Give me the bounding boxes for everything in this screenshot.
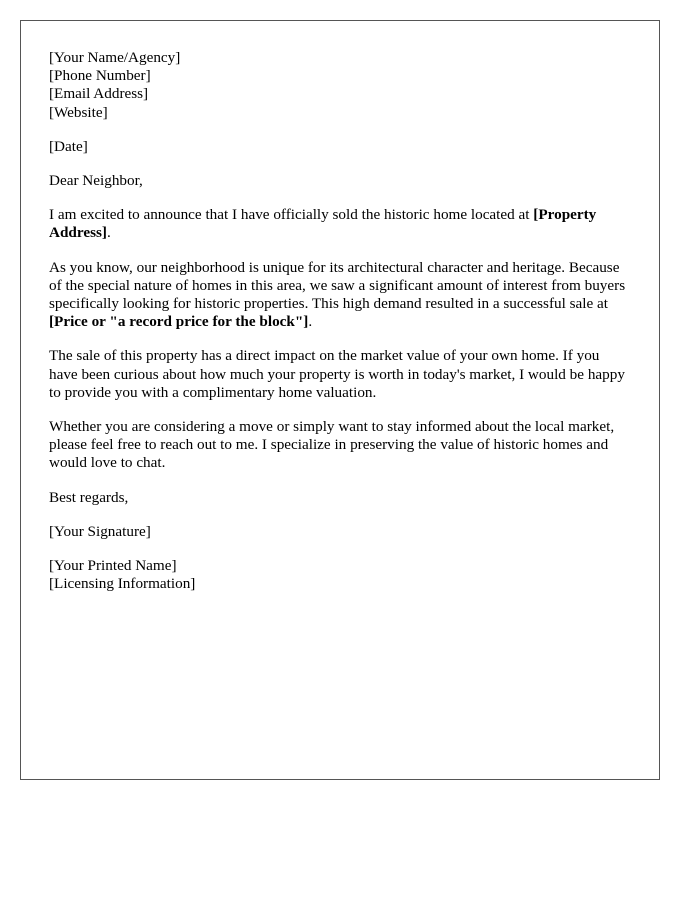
paragraph-neighborhood — [49, 259, 631, 332]
price-placeholder: [Price or "a record price for the block"] — [49, 313, 309, 331]
letter-page — [20, 20, 660, 780]
sender-block — [49, 49, 631, 122]
letter-greeting: Dear Neighbor, — [49, 172, 143, 190]
paragraph-announcement-end: . — [106, 224, 111, 242]
sender-phone: [Phone Number] — [49, 67, 151, 85]
paragraph-announcement-text: I am excited to announce that I have officially sold the historic home located at — [49, 206, 534, 224]
footer-block — [49, 557, 631, 593]
paragraph-neighborhood-end: . — [308, 313, 313, 331]
paragraph-contact: Whether you are considering a move or simply want to stay informed about the local market, please feel free to reach out to me. I specialize in preserving the value of historic homes and would love to chat. — [49, 418, 615, 472]
paragraph-market-impact: The sale of this property has a direct impact on the market value of your own home. If you have been curious about how much your property is worth in today's market, I would be happy to provide you with a complimentary home valuation. — [49, 347, 625, 401]
letter-closing: Best regards, — [49, 488, 129, 506]
sender-website: [Website] — [49, 103, 108, 121]
sender-name-agency: [Your Name/Agency] — [49, 49, 181, 66]
letter-date: [Date] — [49, 137, 88, 155]
paragraph-neighborhood-text: As you know, our neighborhood is unique for its architectural character and heritage. Because of the special nature of homes in this area, we saw a significant amount of interest from buyers specifically looking for historic properties. This high demand resulted in a successful sale at — [49, 258, 626, 313]
paragraph-announcement — [49, 206, 631, 242]
printed-name: [Your Printed Name] — [49, 557, 177, 575]
letter-signature: [Your Signature] — [49, 522, 151, 540]
licensing-information: [Licensing Information] — [49, 575, 196, 593]
property-address-placeholder: [Property Address] — [49, 206, 597, 242]
sender-email: [Email Address] — [49, 85, 149, 103]
